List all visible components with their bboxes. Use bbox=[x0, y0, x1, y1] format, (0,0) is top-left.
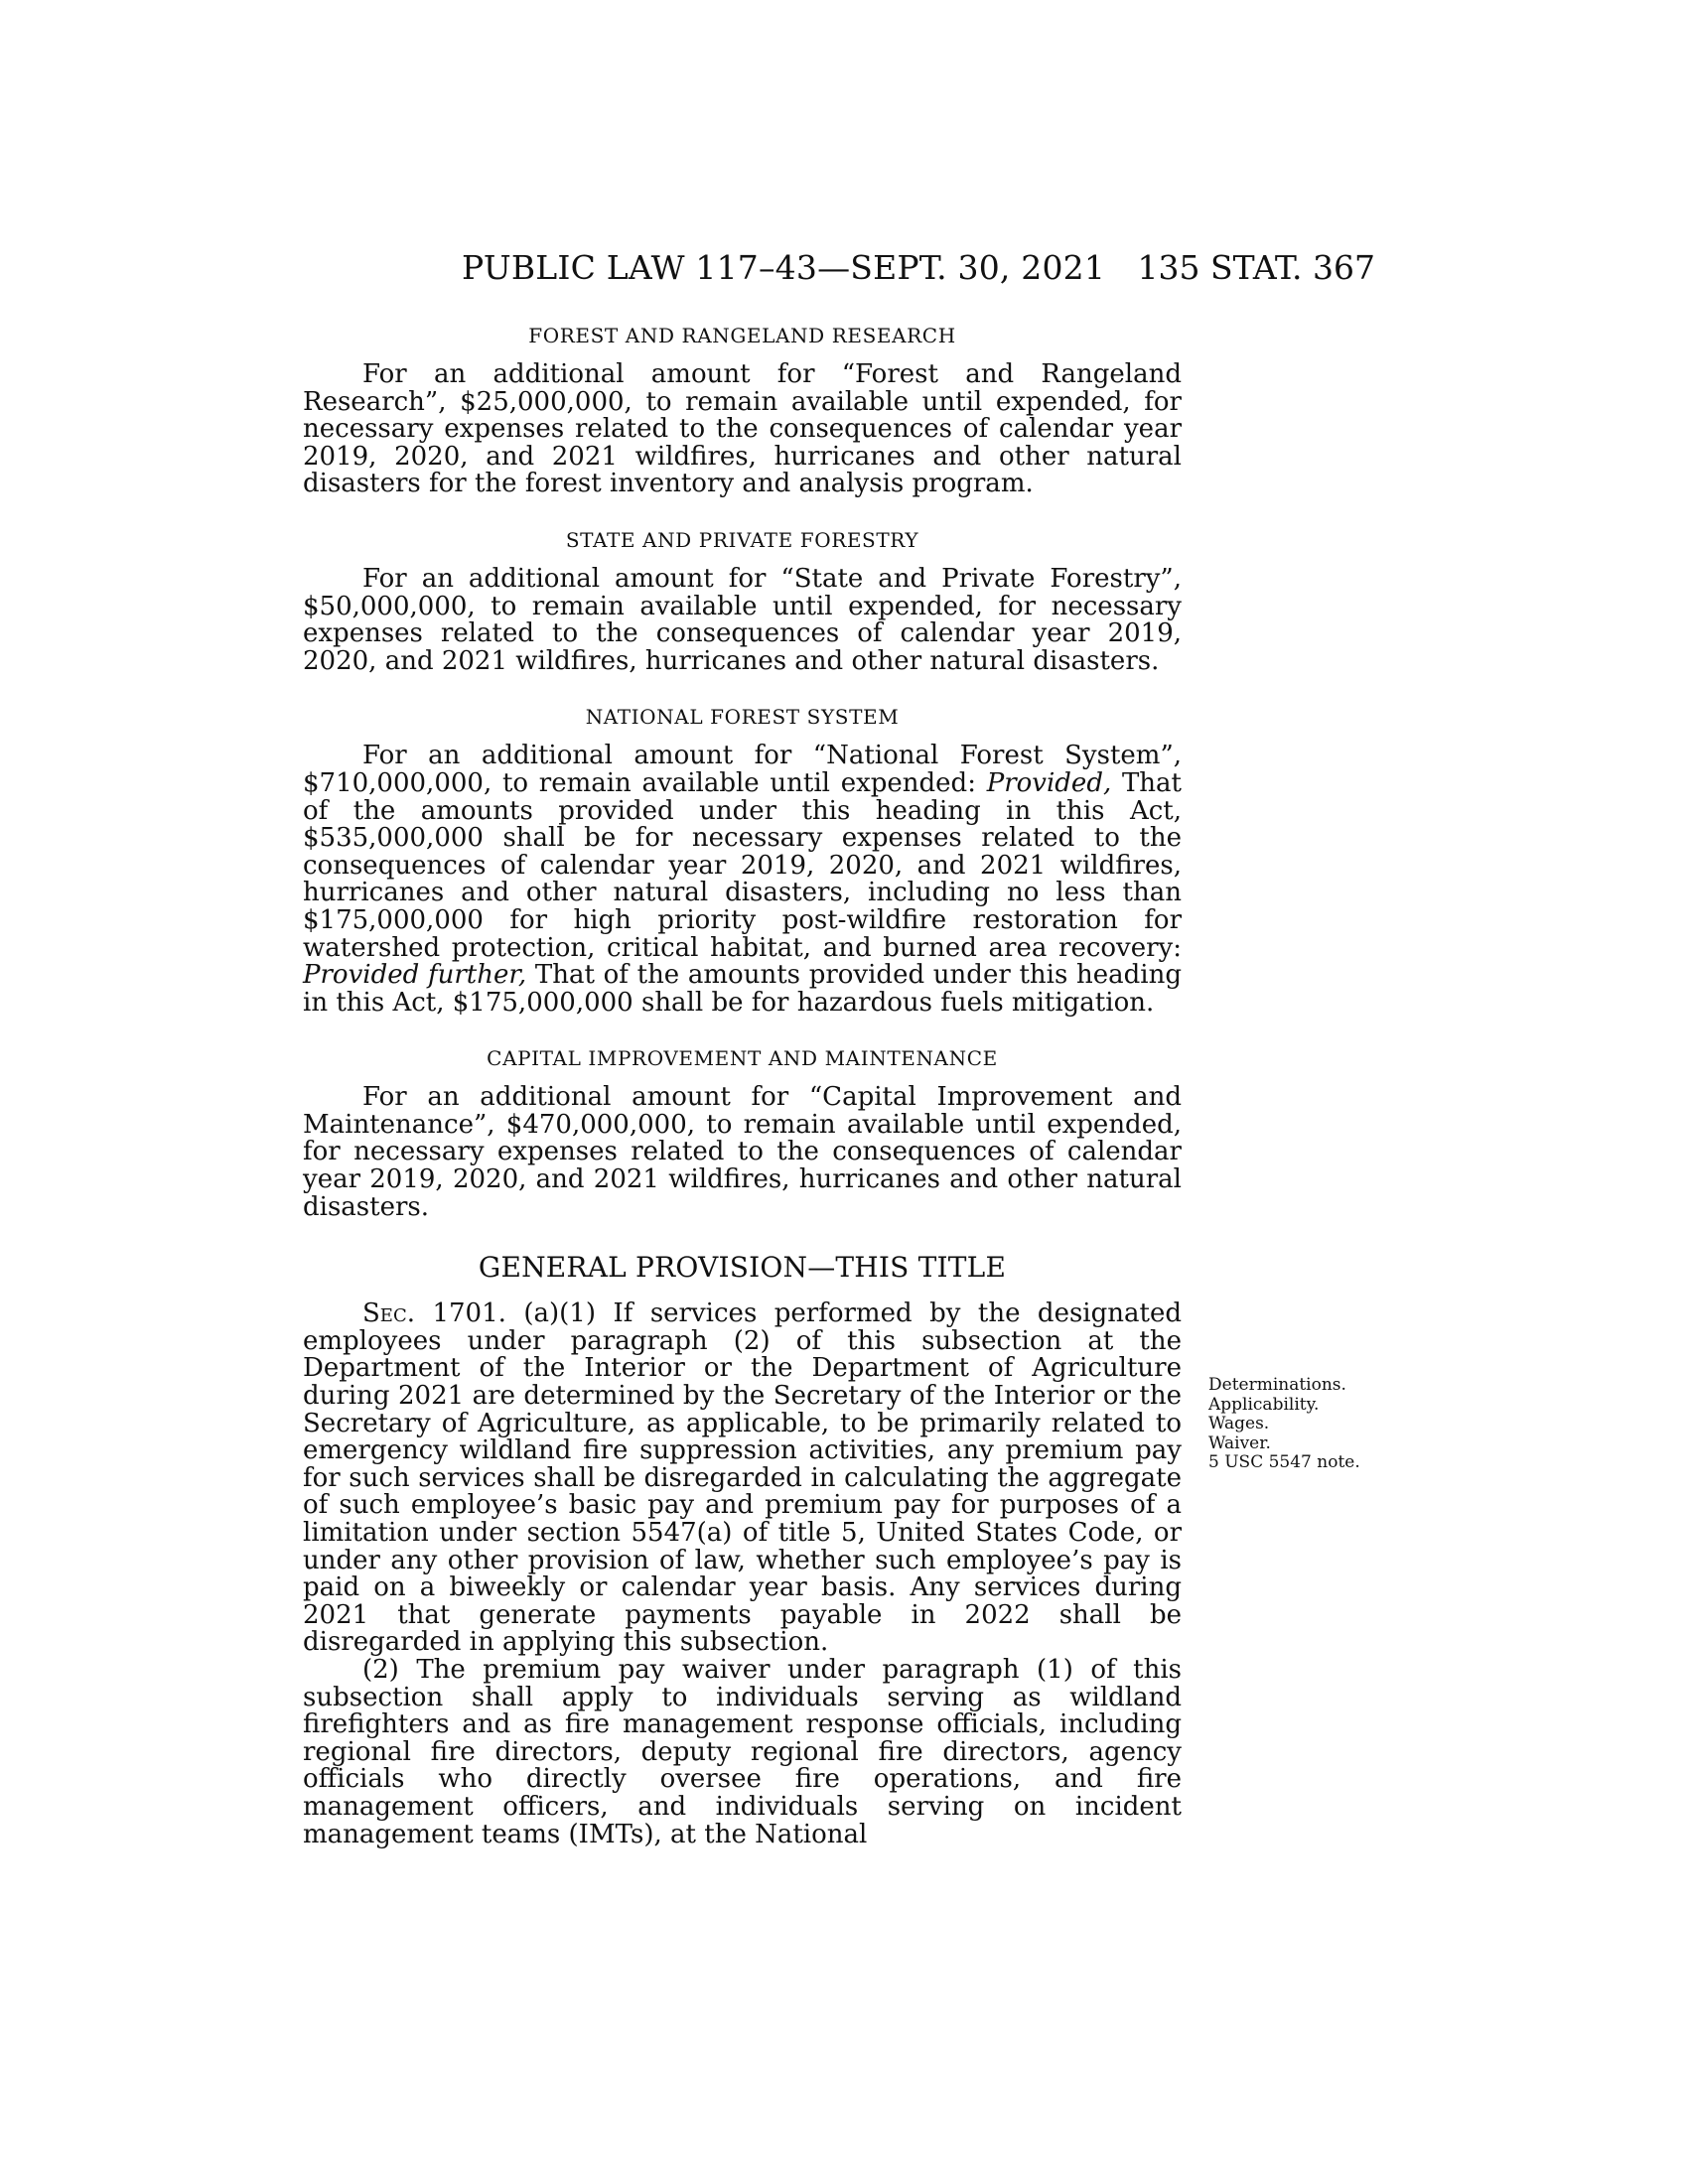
section-heading-state-private-forestry: STATE AND PRIVATE FORESTRY bbox=[565, 527, 919, 552]
nfs-provided-further-italic: Provided further, bbox=[303, 960, 527, 991]
paragraph-state-private-forestry: For an additional amount for “State and Private Forestry”, $50,000,000, to remain available until expended, for necessary expenses related to the consequences of calendar year 2019, 2020, and 2021 wildfires, hurricanes and other natural disasters. bbox=[303, 563, 1182, 676]
nfs-provided-italic: Provided, bbox=[986, 767, 1112, 798]
margin-note-usc-citation: 5 USC 5547 note. bbox=[1208, 1452, 1360, 1472]
section-heading-capital-improvement: CAPITAL IMPROVEMENT AND MAINTENANCE bbox=[487, 1046, 998, 1071]
nfs-text-part-1: For an additional amount for “National Forest System”, $710,000,000, to remain available until expended: bbox=[303, 741, 1182, 798]
paragraph-capital-improvement: For an additional amount for “Capital Improvement and Maintenance”, $470,000,000, to remain available until expended, for necessary expenses related to the consequences of calendar year 2019, 2020, and 2021 wildfires, hurricanes and other natural disasters. bbox=[303, 1082, 1182, 1222]
paragraph-sec-1701-a2: (2) The premium pay waiver under paragraph (1) of this subsection shall apply to individuals serving as wildland firefighters and as fire management response officials, including regional fire directors, deputy regional fire directors, agency officials who directly oversee fire operations, and fire management officers, and individuals serving on incident management teams (IMTs), at the National bbox=[303, 1654, 1182, 1849]
main-text-column bbox=[303, 324, 1182, 1848]
section-heading-national-forest-system: NATIONAL FOREST SYSTEM bbox=[585, 705, 900, 730]
paragraph-forest-rangeland-research: For an additional amount for “Forest and Rangeland Research”, $25,000,000, to remain available until expended, for necessary expenses related to the consequences of calendar year 2019, 2020, and 2021 wildfires, hurricanes and other natural disasters for the forest inventory and analysis program. bbox=[303, 359, 1182, 499]
paragraph-national-forest-system bbox=[303, 743, 1182, 1017]
margin-notes bbox=[1208, 1376, 1387, 1473]
sec-1701-a1-text: 1701. (a)(1) If services performed by the designated employees under paragraph (2) of this subsection at the Department of the Interior or the Department of Agriculture during 2021 are determined by the Secretary of the Interior or the Secretary of Agriculture, as applicable, to be primarily related to emergency wildland fire suppression activities, any premium pay for such services shall be disregarded in calculating the aggregate of such employee’s basic pay and premium pay for purposes of a limitation under section 5547(a) of title 5, United States Code, or under any other provision of law, whether such employee’s pay is paid on a biweekly or calendar year basis. Any services during 2021 that generate payments payable in 2022 shall be disregarded in applying this subsection. bbox=[303, 1298, 1182, 1658]
running-head: PUBLIC LAW 117–43—SEPT. 30, 2021 bbox=[462, 248, 1106, 287]
section-heading-forest-rangeland-research: FOREST AND RANGELAND RESEARCH bbox=[528, 324, 956, 347]
nfs-text-part-2: That of the amounts provided under this heading in this Act, $535,000,000 shall be for necessary expenses related to the consequences of calendar year 2019, 2020, and 2021 wildfires, hurricanes and other natural disasters, including no less than $175,000,000 for high priority post-wildfire restoration for watershed protection, critical habitat, and burned area recovery: bbox=[303, 767, 1182, 963]
page-folio: 135 STAT. 367 bbox=[1137, 248, 1375, 287]
page-header bbox=[298, 248, 1375, 288]
margin-note-waiver: Waiver. bbox=[1208, 1433, 1271, 1453]
nfs-text-part-3: That of the amounts provided under this heading in this Act, $175,000,000 shall be for hazardous fuels mitigation. bbox=[303, 960, 1182, 1018]
margin-note-applicability: Applicability. bbox=[1208, 1394, 1320, 1415]
general-provision-heading: GENERAL PROVISION—THIS TITLE bbox=[478, 1251, 1007, 1285]
paragraph-sec-1701-a1 bbox=[303, 1300, 1182, 1657]
margin-note-determinations: Determinations. bbox=[1208, 1375, 1346, 1395]
margin-note-wages: Wages. bbox=[1208, 1414, 1270, 1433]
section-label: Sec. bbox=[362, 1298, 415, 1329]
